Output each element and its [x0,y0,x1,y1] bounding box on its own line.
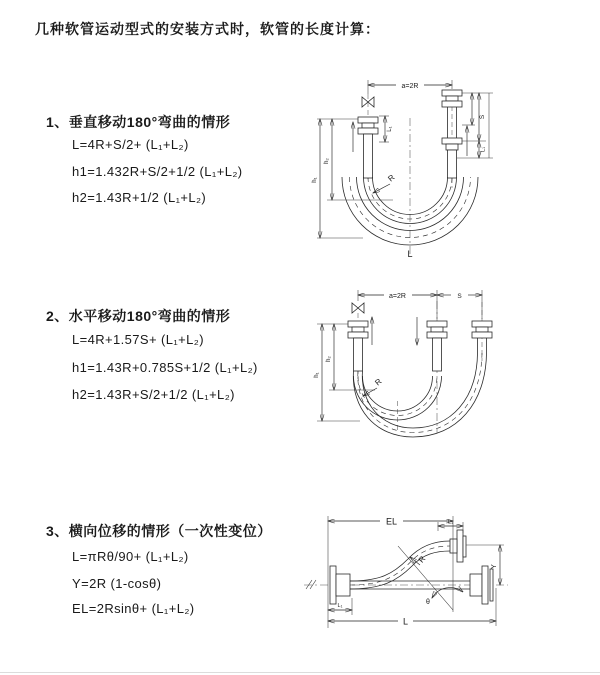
radius-callout [363,377,384,396]
right-flange [470,566,493,604]
dim-label-s: S [457,292,462,300]
dimension-a2r-s [358,290,482,319]
radius-callout [373,173,397,193]
section-1-heading: 1、垂直移动180°弯曲的情形 [46,114,231,130]
right-pipe-assembly [472,321,492,353]
dim-label-a2r: a=2R [389,292,406,300]
diagram-vertical-180-bend [305,70,595,262]
dim-label-l1-right: L₁ [480,147,487,152]
section-1-formula-h2: h2=1.43R+1/2 (L₁+L₂) [72,190,207,205]
section-2-formula-L: L=4R+1.57S+ (L₁+L₂) [72,332,204,347]
diagram-lateral-displacement [300,500,600,665]
section-1-formula-L: L=4R+S/2+ (L₁+L₂) [72,137,189,152]
left-pipe-assembly [358,117,378,178]
dim-label-l1-top: L₁ [448,519,453,526]
radius-label: R [386,172,397,184]
dimension-a2r [368,80,452,94]
dimension-h1-h2 [312,119,393,238]
swung-hose [353,353,486,437]
radius-label: R [416,554,428,565]
section-2-heading: 2、水平移动180°弯曲的情形 [46,308,231,324]
movement-arrows [372,317,417,345]
left-flange [330,566,350,604]
section-1-formula-h1: h1=1.432R+S/2+1/2 (L₁+L₂) [72,164,243,179]
dim-label-s: S [479,114,486,120]
section-3-formula-L: L=πRθ/90+ (L₁+L₂) [72,549,189,564]
left-pipe-assembly [348,321,368,371]
dim-label-l: L [402,616,409,627]
dim-label-h1: h₁ [312,177,318,183]
dimension-l1-left [379,116,393,142]
dim-label-h2: h₂ [326,356,332,362]
valve-icon [352,303,364,313]
dim-label-h2: h₂ [324,158,330,164]
center-pipe-assembly [427,321,447,371]
centerlines [368,90,452,256]
dim-label-l1-left: L₁ [387,126,393,132]
dimension-el [328,516,453,628]
page-title: 几种软管运动型式的安装方式时，软管的长度计算： [35,21,380,37]
section-3-formula-EL: EL=2Rsinθ+ (L₁+L₂) [72,601,195,616]
radius-label: R [373,376,384,388]
dim-label-y: Y [491,564,498,569]
dim-label-a2r: a=2R [401,82,419,90]
dim-label-l1-bottom: L₁ [337,603,343,609]
length-label: L [407,249,413,259]
diagram-horizontal-180-bend [305,283,595,458]
scan-edge-line [0,672,600,673]
dim-label-el: EL [385,516,398,527]
section-3-formula-Y: Y=2R (1-cosθ) [72,576,162,591]
section-3-heading: 3、横向位移的情形（一次性变位） [46,523,272,539]
section-2-formula-h2: h2=1.43R+S/2+1/2 (L₁+L₂) [72,387,235,402]
section-2-formula-h1: h1=1.43R+0.785S+1/2 (L₁+L₂) [72,360,258,375]
upper-right-flange [450,530,466,562]
angle-label: θ [426,599,430,606]
dim-label-h1: h₁ [314,372,320,378]
